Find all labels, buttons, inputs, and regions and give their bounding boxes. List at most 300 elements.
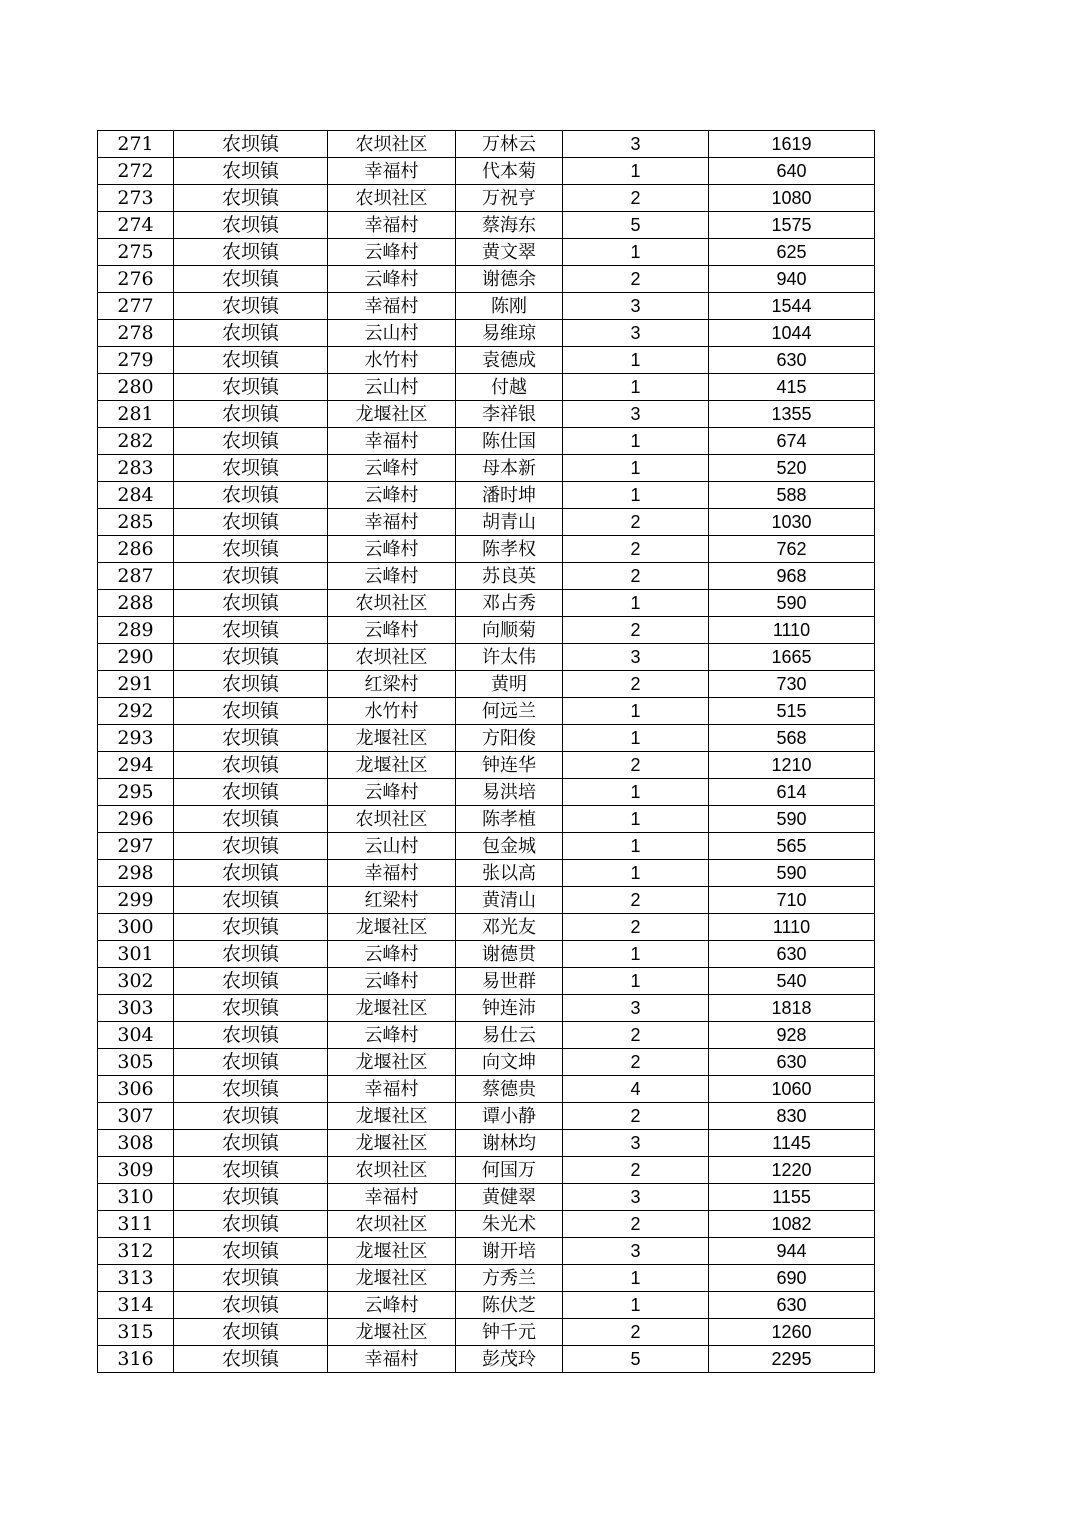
village-cell: 红梁村 bbox=[328, 671, 456, 698]
town-cell: 农坝镇 bbox=[174, 266, 328, 293]
amount-cell: 1060 bbox=[709, 1076, 875, 1103]
count-cell: 1 bbox=[563, 374, 709, 401]
count-cell: 2 bbox=[563, 266, 709, 293]
village-cell: 龙堰社区 bbox=[328, 725, 456, 752]
data-table bbox=[97, 130, 875, 1373]
name-cell: 陈伏芝 bbox=[456, 1292, 563, 1319]
name-cell: 蔡德贵 bbox=[456, 1076, 563, 1103]
table-row bbox=[98, 239, 875, 266]
village-cell: 红梁村 bbox=[328, 887, 456, 914]
index-cell: 298 bbox=[98, 860, 174, 887]
index-cell: 279 bbox=[98, 347, 174, 374]
amount-cell: 1044 bbox=[709, 320, 875, 347]
town-cell: 农坝镇 bbox=[174, 833, 328, 860]
village-cell: 幸福村 bbox=[328, 1184, 456, 1211]
table-row bbox=[98, 1130, 875, 1157]
amount-cell: 730 bbox=[709, 671, 875, 698]
name-cell: 代本菊 bbox=[456, 158, 563, 185]
index-cell: 309 bbox=[98, 1157, 174, 1184]
town-cell: 农坝镇 bbox=[174, 644, 328, 671]
town-cell: 农坝镇 bbox=[174, 806, 328, 833]
village-cell: 云山村 bbox=[328, 320, 456, 347]
village-cell: 水竹村 bbox=[328, 347, 456, 374]
index-cell: 315 bbox=[98, 1319, 174, 1346]
amount-cell: 1145 bbox=[709, 1130, 875, 1157]
count-cell: 2 bbox=[563, 536, 709, 563]
town-cell: 农坝镇 bbox=[174, 482, 328, 509]
town-cell: 农坝镇 bbox=[174, 1049, 328, 1076]
count-cell: 2 bbox=[563, 671, 709, 698]
amount-cell: 540 bbox=[709, 968, 875, 995]
village-cell: 水竹村 bbox=[328, 698, 456, 725]
index-cell: 297 bbox=[98, 833, 174, 860]
count-cell: 2 bbox=[563, 1211, 709, 1238]
town-cell: 农坝镇 bbox=[174, 293, 328, 320]
amount-cell: 762 bbox=[709, 536, 875, 563]
amount-cell: 1155 bbox=[709, 1184, 875, 1211]
town-cell: 农坝镇 bbox=[174, 509, 328, 536]
index-cell: 299 bbox=[98, 887, 174, 914]
village-cell: 龙堰社区 bbox=[328, 914, 456, 941]
name-cell: 谢德余 bbox=[456, 266, 563, 293]
name-cell: 张以高 bbox=[456, 860, 563, 887]
count-cell: 5 bbox=[563, 1346, 709, 1373]
village-cell: 农坝社区 bbox=[328, 644, 456, 671]
index-cell: 284 bbox=[98, 482, 174, 509]
index-cell: 275 bbox=[98, 239, 174, 266]
town-cell: 农坝镇 bbox=[174, 860, 328, 887]
table-row bbox=[98, 455, 875, 482]
town-cell: 农坝镇 bbox=[174, 698, 328, 725]
amount-cell: 515 bbox=[709, 698, 875, 725]
town-cell: 农坝镇 bbox=[174, 428, 328, 455]
name-cell: 何国万 bbox=[456, 1157, 563, 1184]
count-cell: 1 bbox=[563, 725, 709, 752]
count-cell: 2 bbox=[563, 887, 709, 914]
index-cell: 303 bbox=[98, 995, 174, 1022]
name-cell: 包金城 bbox=[456, 833, 563, 860]
name-cell: 万祝亨 bbox=[456, 185, 563, 212]
village-cell: 云峰村 bbox=[328, 482, 456, 509]
village-cell: 云峰村 bbox=[328, 1022, 456, 1049]
count-cell: 1 bbox=[563, 698, 709, 725]
count-cell: 4 bbox=[563, 1076, 709, 1103]
index-cell: 310 bbox=[98, 1184, 174, 1211]
town-cell: 农坝镇 bbox=[174, 374, 328, 401]
count-cell: 3 bbox=[563, 131, 709, 158]
index-cell: 278 bbox=[98, 320, 174, 347]
index-cell: 316 bbox=[98, 1346, 174, 1373]
table-row bbox=[98, 590, 875, 617]
village-cell: 云山村 bbox=[328, 833, 456, 860]
count-cell: 2 bbox=[563, 617, 709, 644]
amount-cell: 568 bbox=[709, 725, 875, 752]
amount-cell: 630 bbox=[709, 941, 875, 968]
name-cell: 易洪培 bbox=[456, 779, 563, 806]
name-cell: 钟千元 bbox=[456, 1319, 563, 1346]
amount-cell: 710 bbox=[709, 887, 875, 914]
count-cell: 1 bbox=[563, 941, 709, 968]
town-cell: 农坝镇 bbox=[174, 617, 328, 644]
table-row bbox=[98, 1319, 875, 1346]
name-cell: 方秀兰 bbox=[456, 1265, 563, 1292]
index-cell: 277 bbox=[98, 293, 174, 320]
village-cell: 农坝社区 bbox=[328, 185, 456, 212]
amount-cell: 944 bbox=[709, 1238, 875, 1265]
name-cell: 易仕云 bbox=[456, 1022, 563, 1049]
town-cell: 农坝镇 bbox=[174, 455, 328, 482]
name-cell: 许太伟 bbox=[456, 644, 563, 671]
table-row bbox=[98, 185, 875, 212]
name-cell: 李祥银 bbox=[456, 401, 563, 428]
village-cell: 云峰村 bbox=[328, 968, 456, 995]
index-cell: 307 bbox=[98, 1103, 174, 1130]
village-cell: 幸福村 bbox=[328, 860, 456, 887]
amount-cell: 1619 bbox=[709, 131, 875, 158]
index-cell: 281 bbox=[98, 401, 174, 428]
table-row bbox=[98, 698, 875, 725]
town-cell: 农坝镇 bbox=[174, 239, 328, 266]
name-cell: 易维琼 bbox=[456, 320, 563, 347]
table-row bbox=[98, 428, 875, 455]
name-cell: 黄清山 bbox=[456, 887, 563, 914]
town-cell: 农坝镇 bbox=[174, 590, 328, 617]
table-row bbox=[98, 1292, 875, 1319]
table-row bbox=[98, 617, 875, 644]
name-cell: 万林云 bbox=[456, 131, 563, 158]
count-cell: 3 bbox=[563, 1130, 709, 1157]
index-cell: 312 bbox=[98, 1238, 174, 1265]
count-cell: 2 bbox=[563, 1103, 709, 1130]
town-cell: 农坝镇 bbox=[174, 401, 328, 428]
index-cell: 271 bbox=[98, 131, 174, 158]
village-cell: 云峰村 bbox=[328, 617, 456, 644]
town-cell: 农坝镇 bbox=[174, 1238, 328, 1265]
count-cell: 1 bbox=[563, 860, 709, 887]
name-cell: 陈孝权 bbox=[456, 536, 563, 563]
index-cell: 273 bbox=[98, 185, 174, 212]
amount-cell: 968 bbox=[709, 563, 875, 590]
village-cell: 农坝社区 bbox=[328, 806, 456, 833]
table-row bbox=[98, 833, 875, 860]
table-row bbox=[98, 1184, 875, 1211]
table-row bbox=[98, 671, 875, 698]
amount-cell: 630 bbox=[709, 347, 875, 374]
table-row bbox=[98, 1157, 875, 1184]
count-cell: 2 bbox=[563, 509, 709, 536]
village-cell: 农坝社区 bbox=[328, 131, 456, 158]
name-cell: 谭小静 bbox=[456, 1103, 563, 1130]
town-cell: 农坝镇 bbox=[174, 185, 328, 212]
count-cell: 1 bbox=[563, 1265, 709, 1292]
village-cell: 幸福村 bbox=[328, 1346, 456, 1373]
count-cell: 1 bbox=[563, 482, 709, 509]
town-cell: 农坝镇 bbox=[174, 1157, 328, 1184]
count-cell: 2 bbox=[563, 1319, 709, 1346]
table-row bbox=[98, 374, 875, 401]
table-row bbox=[98, 1265, 875, 1292]
village-cell: 幸福村 bbox=[328, 212, 456, 239]
index-cell: 313 bbox=[98, 1265, 174, 1292]
amount-cell: 640 bbox=[709, 158, 875, 185]
village-cell: 龙堰社区 bbox=[328, 995, 456, 1022]
name-cell: 母本新 bbox=[456, 455, 563, 482]
amount-cell: 2295 bbox=[709, 1346, 875, 1373]
town-cell: 农坝镇 bbox=[174, 212, 328, 239]
index-cell: 311 bbox=[98, 1211, 174, 1238]
village-cell: 云峰村 bbox=[328, 941, 456, 968]
table-row bbox=[98, 1076, 875, 1103]
village-cell: 幸福村 bbox=[328, 158, 456, 185]
amount-cell: 830 bbox=[709, 1103, 875, 1130]
village-cell: 龙堰社区 bbox=[328, 1319, 456, 1346]
index-cell: 283 bbox=[98, 455, 174, 482]
table-row bbox=[98, 914, 875, 941]
village-cell: 云峰村 bbox=[328, 1292, 456, 1319]
table-row bbox=[98, 1049, 875, 1076]
index-cell: 293 bbox=[98, 725, 174, 752]
index-cell: 314 bbox=[98, 1292, 174, 1319]
town-cell: 农坝镇 bbox=[174, 671, 328, 698]
name-cell: 付越 bbox=[456, 374, 563, 401]
amount-cell: 1110 bbox=[709, 914, 875, 941]
village-cell: 云峰村 bbox=[328, 536, 456, 563]
name-cell: 邓占秀 bbox=[456, 590, 563, 617]
name-cell: 易世群 bbox=[456, 968, 563, 995]
town-cell: 农坝镇 bbox=[174, 1292, 328, 1319]
name-cell: 陈刚 bbox=[456, 293, 563, 320]
index-cell: 292 bbox=[98, 698, 174, 725]
index-cell: 290 bbox=[98, 644, 174, 671]
index-cell: 282 bbox=[98, 428, 174, 455]
index-cell: 285 bbox=[98, 509, 174, 536]
town-cell: 农坝镇 bbox=[174, 1319, 328, 1346]
amount-cell: 1544 bbox=[709, 293, 875, 320]
town-cell: 农坝镇 bbox=[174, 320, 328, 347]
amount-cell: 1110 bbox=[709, 617, 875, 644]
town-cell: 农坝镇 bbox=[174, 1265, 328, 1292]
table-row bbox=[98, 1238, 875, 1265]
village-cell: 幸福村 bbox=[328, 509, 456, 536]
town-cell: 农坝镇 bbox=[174, 1130, 328, 1157]
table-row bbox=[98, 1022, 875, 1049]
index-cell: 276 bbox=[98, 266, 174, 293]
count-cell: 2 bbox=[563, 752, 709, 779]
amount-cell: 1210 bbox=[709, 752, 875, 779]
name-cell: 陈仕国 bbox=[456, 428, 563, 455]
amount-cell: 1260 bbox=[709, 1319, 875, 1346]
amount-cell: 1818 bbox=[709, 995, 875, 1022]
count-cell: 1 bbox=[563, 806, 709, 833]
village-cell: 农坝社区 bbox=[328, 1211, 456, 1238]
town-cell: 农坝镇 bbox=[174, 158, 328, 185]
index-cell: 305 bbox=[98, 1049, 174, 1076]
name-cell: 向文坤 bbox=[456, 1049, 563, 1076]
name-cell: 黄文翠 bbox=[456, 239, 563, 266]
count-cell: 2 bbox=[563, 1157, 709, 1184]
index-cell: 294 bbox=[98, 752, 174, 779]
town-cell: 农坝镇 bbox=[174, 968, 328, 995]
village-cell: 云山村 bbox=[328, 374, 456, 401]
count-cell: 3 bbox=[563, 1184, 709, 1211]
index-cell: 280 bbox=[98, 374, 174, 401]
name-cell: 黄健翠 bbox=[456, 1184, 563, 1211]
name-cell: 方阳俊 bbox=[456, 725, 563, 752]
count-cell: 1 bbox=[563, 347, 709, 374]
name-cell: 谢德贯 bbox=[456, 941, 563, 968]
village-cell: 龙堰社区 bbox=[328, 752, 456, 779]
town-cell: 农坝镇 bbox=[174, 1346, 328, 1373]
village-cell: 龙堰社区 bbox=[328, 1103, 456, 1130]
amount-cell: 940 bbox=[709, 266, 875, 293]
count-cell: 1 bbox=[563, 1292, 709, 1319]
amount-cell: 1080 bbox=[709, 185, 875, 212]
index-cell: 301 bbox=[98, 941, 174, 968]
name-cell: 谢林均 bbox=[456, 1130, 563, 1157]
village-cell: 龙堰社区 bbox=[328, 1049, 456, 1076]
name-cell: 向顺菊 bbox=[456, 617, 563, 644]
name-cell: 袁德成 bbox=[456, 347, 563, 374]
name-cell: 蔡海东 bbox=[456, 212, 563, 239]
table-row bbox=[98, 347, 875, 374]
table-row bbox=[98, 401, 875, 428]
name-cell: 钟连华 bbox=[456, 752, 563, 779]
table-row bbox=[98, 644, 875, 671]
table-row bbox=[98, 293, 875, 320]
table-row bbox=[98, 212, 875, 239]
name-cell: 彭茂玲 bbox=[456, 1346, 563, 1373]
table-row bbox=[98, 1211, 875, 1238]
town-cell: 农坝镇 bbox=[174, 914, 328, 941]
village-cell: 龙堰社区 bbox=[328, 1265, 456, 1292]
count-cell: 3 bbox=[563, 320, 709, 347]
table-row bbox=[98, 725, 875, 752]
count-cell: 5 bbox=[563, 212, 709, 239]
town-cell: 农坝镇 bbox=[174, 131, 328, 158]
amount-cell: 614 bbox=[709, 779, 875, 806]
amount-cell: 590 bbox=[709, 860, 875, 887]
town-cell: 农坝镇 bbox=[174, 1211, 328, 1238]
amount-cell: 565 bbox=[709, 833, 875, 860]
amount-cell: 1575 bbox=[709, 212, 875, 239]
count-cell: 3 bbox=[563, 1238, 709, 1265]
name-cell: 潘时坤 bbox=[456, 482, 563, 509]
count-cell: 2 bbox=[563, 1049, 709, 1076]
town-cell: 农坝镇 bbox=[174, 347, 328, 374]
town-cell: 农坝镇 bbox=[174, 1184, 328, 1211]
amount-cell: 1082 bbox=[709, 1211, 875, 1238]
village-cell: 云峰村 bbox=[328, 563, 456, 590]
town-cell: 农坝镇 bbox=[174, 887, 328, 914]
count-cell: 3 bbox=[563, 401, 709, 428]
table-row bbox=[98, 266, 875, 293]
index-cell: 304 bbox=[98, 1022, 174, 1049]
index-cell: 302 bbox=[98, 968, 174, 995]
table-row bbox=[98, 887, 875, 914]
amount-cell: 928 bbox=[709, 1022, 875, 1049]
count-cell: 3 bbox=[563, 995, 709, 1022]
village-cell: 幸福村 bbox=[328, 293, 456, 320]
village-cell: 幸福村 bbox=[328, 1076, 456, 1103]
town-cell: 农坝镇 bbox=[174, 1103, 328, 1130]
count-cell: 2 bbox=[563, 185, 709, 212]
town-cell: 农坝镇 bbox=[174, 1022, 328, 1049]
count-cell: 2 bbox=[563, 1022, 709, 1049]
town-cell: 农坝镇 bbox=[174, 779, 328, 806]
index-cell: 300 bbox=[98, 914, 174, 941]
village-cell: 云峰村 bbox=[328, 266, 456, 293]
count-cell: 2 bbox=[563, 563, 709, 590]
village-cell: 龙堰社区 bbox=[328, 1238, 456, 1265]
amount-cell: 1220 bbox=[709, 1157, 875, 1184]
amount-cell: 674 bbox=[709, 428, 875, 455]
amount-cell: 590 bbox=[709, 590, 875, 617]
table-row bbox=[98, 752, 875, 779]
index-cell: 308 bbox=[98, 1130, 174, 1157]
table-body bbox=[98, 131, 875, 1373]
village-cell: 龙堰社区 bbox=[328, 1130, 456, 1157]
count-cell: 1 bbox=[563, 779, 709, 806]
town-cell: 农坝镇 bbox=[174, 725, 328, 752]
table-row bbox=[98, 482, 875, 509]
village-cell: 农坝社区 bbox=[328, 590, 456, 617]
name-cell: 何远兰 bbox=[456, 698, 563, 725]
index-cell: 306 bbox=[98, 1076, 174, 1103]
table-row bbox=[98, 563, 875, 590]
table-row bbox=[98, 1103, 875, 1130]
amount-cell: 1665 bbox=[709, 644, 875, 671]
index-cell: 286 bbox=[98, 536, 174, 563]
table-row bbox=[98, 1346, 875, 1373]
table-row bbox=[98, 536, 875, 563]
town-cell: 农坝镇 bbox=[174, 941, 328, 968]
name-cell: 黄明 bbox=[456, 671, 563, 698]
index-cell: 291 bbox=[98, 671, 174, 698]
town-cell: 农坝镇 bbox=[174, 536, 328, 563]
count-cell: 3 bbox=[563, 644, 709, 671]
name-cell: 胡青山 bbox=[456, 509, 563, 536]
index-cell: 288 bbox=[98, 590, 174, 617]
table-row bbox=[98, 131, 875, 158]
index-cell: 272 bbox=[98, 158, 174, 185]
index-cell: 287 bbox=[98, 563, 174, 590]
town-cell: 农坝镇 bbox=[174, 995, 328, 1022]
table-row bbox=[98, 320, 875, 347]
village-cell: 云峰村 bbox=[328, 239, 456, 266]
amount-cell: 1030 bbox=[709, 509, 875, 536]
amount-cell: 415 bbox=[709, 374, 875, 401]
count-cell: 1 bbox=[563, 428, 709, 455]
index-cell: 289 bbox=[98, 617, 174, 644]
index-cell: 296 bbox=[98, 806, 174, 833]
town-cell: 农坝镇 bbox=[174, 752, 328, 779]
amount-cell: 630 bbox=[709, 1292, 875, 1319]
table-row bbox=[98, 509, 875, 536]
amount-cell: 520 bbox=[709, 455, 875, 482]
table-row bbox=[98, 779, 875, 806]
amount-cell: 690 bbox=[709, 1265, 875, 1292]
table-row bbox=[98, 806, 875, 833]
count-cell: 3 bbox=[563, 293, 709, 320]
count-cell: 1 bbox=[563, 455, 709, 482]
count-cell: 1 bbox=[563, 590, 709, 617]
count-cell: 1 bbox=[563, 239, 709, 266]
name-cell: 苏良英 bbox=[456, 563, 563, 590]
village-cell: 龙堰社区 bbox=[328, 401, 456, 428]
town-cell: 农坝镇 bbox=[174, 563, 328, 590]
town-cell: 农坝镇 bbox=[174, 1076, 328, 1103]
amount-cell: 630 bbox=[709, 1049, 875, 1076]
